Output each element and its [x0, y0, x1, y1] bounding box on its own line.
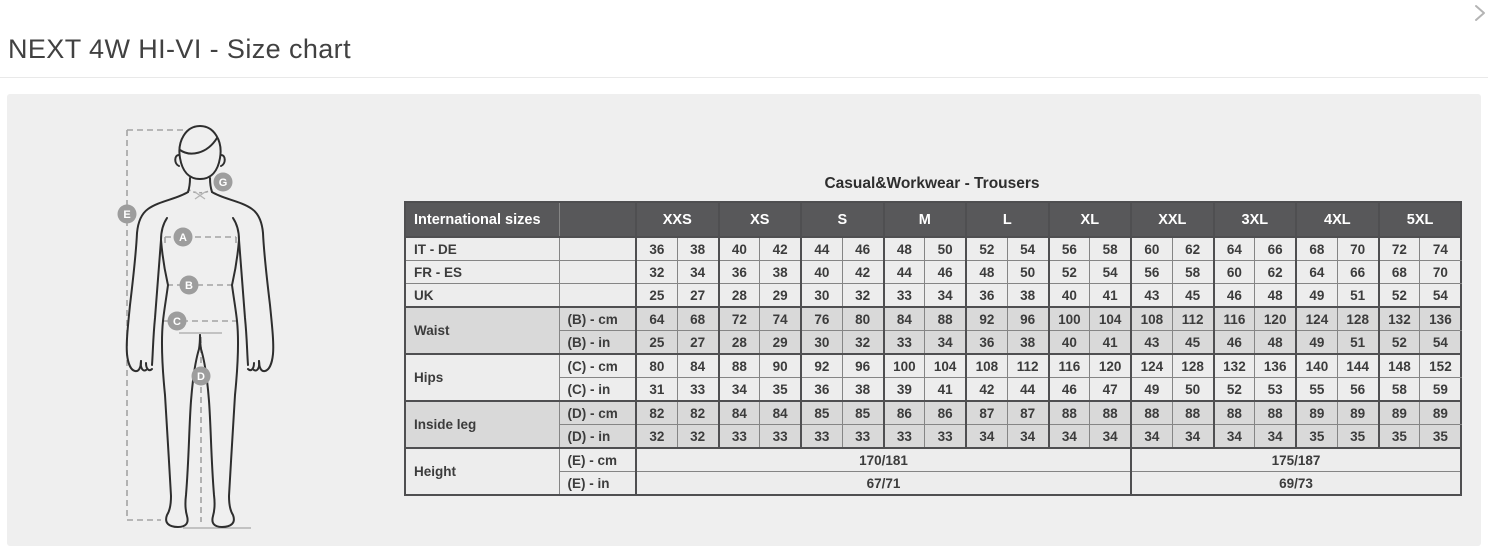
size-value-cell: 116 — [1214, 307, 1255, 331]
table-row — [405, 401, 1461, 425]
table-row — [405, 378, 1461, 402]
unit-cell: (C) - in — [559, 378, 636, 402]
size-value-cell: 56 — [1337, 378, 1378, 402]
unit-cell: (E) - in — [559, 472, 636, 496]
unit-cell — [559, 237, 636, 261]
size-value-cell: 88 — [719, 354, 760, 378]
neck — [188, 178, 212, 192]
size-value-cell: 32 — [636, 261, 677, 284]
size-value-cell: 50 — [1007, 261, 1048, 284]
size-value-cell: 43 — [1131, 331, 1172, 355]
size-value-cell: 128 — [1172, 354, 1213, 378]
size-value-cell: 46 — [925, 261, 966, 284]
size-chart-table — [404, 201, 1462, 496]
unit-cell: (B) - in — [559, 331, 636, 355]
size-value-cell: 74 — [760, 307, 801, 331]
unit-cell — [559, 284, 636, 308]
size-value-cell: 46 — [1049, 378, 1090, 402]
size-value-cell: 35 — [1337, 425, 1378, 449]
size-value-cell: 36 — [636, 237, 677, 261]
size-value-cell: 80 — [842, 307, 883, 331]
size-value-cell: 59 — [1420, 378, 1461, 402]
size-value-cell: 43 — [1131, 284, 1172, 308]
size-value-cell: 52 — [1049, 261, 1090, 284]
size-value-cell: 64 — [1296, 261, 1337, 284]
size-value-cell: 124 — [1131, 354, 1172, 378]
size-value-cell: 84 — [719, 401, 760, 425]
empty-header-cell — [559, 202, 636, 237]
size-value-cell: 34 — [1172, 425, 1213, 449]
size-value-cell: 51 — [1337, 284, 1378, 308]
size-value-cell: 54 — [1420, 331, 1461, 355]
size-column-header: XXS — [636, 202, 719, 237]
size-value-cell: 70 — [1337, 237, 1378, 261]
size-column-header: 5XL — [1379, 202, 1462, 237]
size-value-cell: 42 — [842, 261, 883, 284]
size-value-cell: 89 — [1379, 401, 1420, 425]
size-value-cell: 140 — [1296, 354, 1337, 378]
size-value-cell: 40 — [801, 261, 842, 284]
size-value-cell: 33 — [801, 425, 842, 449]
size-value-cell: 56 — [1131, 261, 1172, 284]
size-value-cell: 52 — [966, 237, 1007, 261]
row-label-cell: Height — [405, 448, 559, 495]
size-value-cell: 47 — [1090, 378, 1131, 402]
row-label-cell: Hips — [405, 354, 559, 401]
size-value-cell: 33 — [884, 331, 925, 355]
size-value-cell: 34 — [925, 284, 966, 308]
size-value-cell: 28 — [719, 331, 760, 355]
size-value-cell: 46 — [1214, 284, 1255, 308]
size-value-cell: 66 — [1337, 261, 1378, 284]
size-value-cell: 60 — [1131, 237, 1172, 261]
svg-text:A: A — [179, 232, 187, 244]
size-value-cell: 87 — [966, 401, 1007, 425]
size-value-cell: 34 — [1007, 425, 1048, 449]
size-chart-area — [404, 175, 1460, 496]
size-value-cell: 41 — [925, 378, 966, 402]
size-value-cell: 33 — [884, 425, 925, 449]
size-value-cell: 50 — [1172, 378, 1213, 402]
size-value-cell: 33 — [719, 425, 760, 449]
size-value-cell: 88 — [1214, 401, 1255, 425]
size-value-cell: 58 — [1090, 237, 1131, 261]
size-value-cell: 29 — [760, 284, 801, 308]
table-row — [405, 331, 1461, 355]
size-value-cell: 53 — [1255, 378, 1296, 402]
size-value-cell: 72 — [719, 307, 760, 331]
size-value-cell: 85 — [801, 401, 842, 425]
size-value-cell: 34 — [1214, 425, 1255, 449]
merged-value-cell: 175/187 — [1131, 448, 1461, 472]
table-row — [405, 261, 1461, 284]
size-value-cell: 25 — [636, 284, 677, 308]
size-value-cell: 70 — [1420, 261, 1461, 284]
size-value-cell: 152 — [1420, 354, 1461, 378]
size-value-cell: 89 — [1420, 401, 1461, 425]
size-value-cell: 49 — [1131, 378, 1172, 402]
unit-cell: (E) - cm — [559, 448, 636, 472]
size-value-cell: 88 — [1049, 401, 1090, 425]
size-value-cell: 34 — [1049, 425, 1090, 449]
size-value-cell: 36 — [719, 261, 760, 284]
size-value-cell: 36 — [801, 378, 842, 402]
size-value-cell: 46 — [842, 237, 883, 261]
table-row — [405, 472, 1461, 496]
size-value-cell: 88 — [925, 307, 966, 331]
measure-badges — [118, 173, 233, 386]
size-value-cell: 116 — [1049, 354, 1090, 378]
size-value-cell: 34 — [677, 261, 718, 284]
size-value-cell: 36 — [966, 284, 1007, 308]
size-value-cell: 34 — [719, 378, 760, 402]
header-divider — [0, 77, 1488, 78]
size-value-cell: 48 — [966, 261, 1007, 284]
badge-chest-icon — [174, 228, 193, 247]
size-value-cell: 62 — [1255, 261, 1296, 284]
table-row — [405, 307, 1461, 331]
size-value-cell: 84 — [677, 354, 718, 378]
size-column-header: 3XL — [1214, 202, 1297, 237]
size-value-cell: 52 — [1214, 378, 1255, 402]
size-value-cell: 52 — [1379, 284, 1420, 308]
size-value-cell: 51 — [1337, 331, 1378, 355]
size-value-cell: 80 — [636, 354, 677, 378]
size-value-cell: 49 — [1296, 284, 1337, 308]
badge-waist-icon — [180, 276, 199, 295]
size-value-cell: 72 — [1379, 237, 1420, 261]
size-value-cell: 88 — [1090, 401, 1131, 425]
size-value-cell: 45 — [1172, 331, 1213, 355]
size-value-cell: 38 — [842, 378, 883, 402]
size-value-cell: 33 — [760, 425, 801, 449]
table-row — [405, 354, 1461, 378]
unit-cell: (B) - cm — [559, 307, 636, 331]
size-value-cell: 90 — [760, 354, 801, 378]
table-row — [405, 237, 1461, 261]
size-value-cell: 82 — [677, 401, 718, 425]
size-value-cell: 49 — [1296, 331, 1337, 355]
size-value-cell: 68 — [1379, 261, 1420, 284]
row-label-cell: FR - ES — [405, 261, 559, 284]
unit-cell: (C) - cm — [559, 354, 636, 378]
size-value-cell: 42 — [760, 237, 801, 261]
size-value-cell: 34 — [966, 425, 1007, 449]
size-value-cell: 136 — [1255, 354, 1296, 378]
badge-inside-leg-icon — [192, 367, 211, 386]
size-value-cell: 38 — [677, 237, 718, 261]
size-value-cell: 28 — [719, 284, 760, 308]
size-value-cell: 27 — [677, 284, 718, 308]
size-value-cell: 104 — [1090, 307, 1131, 331]
body-outline — [127, 126, 274, 527]
size-value-cell: 88 — [1131, 401, 1172, 425]
size-value-cell: 88 — [1255, 401, 1296, 425]
unit-cell: (D) - cm — [559, 401, 636, 425]
unit-cell: (D) - in — [559, 425, 636, 449]
badge-height-icon — [118, 205, 137, 224]
size-value-cell: 54 — [1090, 261, 1131, 284]
size-value-cell: 40 — [719, 237, 760, 261]
size-value-cell: 96 — [842, 354, 883, 378]
size-value-cell: 34 — [1255, 425, 1296, 449]
svg-text:C: C — [173, 316, 181, 328]
size-value-cell: 132 — [1379, 307, 1420, 331]
table-header-row — [405, 202, 1461, 237]
size-value-cell: 128 — [1337, 307, 1378, 331]
merged-value-cell: 69/73 — [1131, 472, 1461, 496]
size-value-cell: 86 — [925, 401, 966, 425]
row-label-cell: UK — [405, 284, 559, 308]
right-hand — [248, 361, 259, 371]
size-value-cell: 56 — [1049, 237, 1090, 261]
size-value-cell: 38 — [1007, 331, 1048, 355]
size-value-cell: 62 — [1172, 237, 1213, 261]
size-value-cell: 30 — [801, 331, 842, 355]
size-value-cell: 60 — [1214, 261, 1255, 284]
unit-cell — [559, 261, 636, 284]
size-value-cell: 29 — [760, 331, 801, 355]
chevron-right-icon[interactable] — [1470, 2, 1488, 24]
size-value-cell: 104 — [925, 354, 966, 378]
size-value-cell: 148 — [1379, 354, 1420, 378]
size-value-cell: 33 — [677, 378, 718, 402]
size-value-cell: 66 — [1255, 237, 1296, 261]
size-value-cell: 48 — [884, 237, 925, 261]
table-row — [405, 448, 1461, 472]
size-value-cell: 144 — [1337, 354, 1378, 378]
neck-line — [188, 189, 212, 193]
size-value-cell: 58 — [1172, 261, 1213, 284]
merged-value-cell: 170/181 — [636, 448, 1131, 472]
size-column-header: M — [884, 202, 967, 237]
merged-value-cell: 67/71 — [636, 472, 1131, 496]
size-value-cell: 100 — [884, 354, 925, 378]
size-value-cell: 64 — [1214, 237, 1255, 261]
size-value-cell: 54 — [1007, 237, 1048, 261]
size-value-cell: 96 — [1007, 307, 1048, 331]
size-value-cell: 44 — [1007, 378, 1048, 402]
size-value-cell: 76 — [801, 307, 842, 331]
size-value-cell: 33 — [842, 425, 883, 449]
size-value-cell: 38 — [1007, 284, 1048, 308]
size-value-cell: 108 — [1131, 307, 1172, 331]
size-value-cell: 87 — [1007, 401, 1048, 425]
size-value-cell: 44 — [884, 261, 925, 284]
table-row — [405, 284, 1461, 308]
size-value-cell: 89 — [1296, 401, 1337, 425]
size-value-cell: 35 — [1420, 425, 1461, 449]
left-hand — [141, 361, 152, 371]
page-title: NEXT 4W HI-VI - Size chart — [8, 34, 351, 65]
table-title: Casual&Workwear - Trousers — [824, 175, 1040, 192]
size-value-cell: 120 — [1090, 354, 1131, 378]
size-value-cell: 41 — [1090, 331, 1131, 355]
size-value-cell: 27 — [677, 331, 718, 355]
svg-text:D: D — [197, 371, 205, 383]
svg-text:E: E — [123, 209, 131, 221]
size-value-cell: 40 — [1049, 331, 1090, 355]
size-value-cell: 74 — [1420, 237, 1461, 261]
size-value-cell: 100 — [1049, 307, 1090, 331]
size-value-cell: 82 — [636, 401, 677, 425]
hair-fringe — [180, 138, 217, 154]
size-value-cell: 120 — [1255, 307, 1296, 331]
size-value-cell: 33 — [925, 425, 966, 449]
size-value-cell: 44 — [801, 237, 842, 261]
size-value-cell: 48 — [1255, 331, 1296, 355]
size-value-cell: 25 — [636, 331, 677, 355]
size-value-cell: 34 — [1090, 425, 1131, 449]
size-value-cell: 32 — [842, 331, 883, 355]
badge-hips-icon — [168, 312, 187, 331]
size-value-cell: 68 — [677, 307, 718, 331]
table-row — [405, 425, 1461, 449]
size-value-cell: 41 — [1090, 284, 1131, 308]
size-value-cell: 46 — [1214, 331, 1255, 355]
size-value-cell: 52 — [1379, 331, 1420, 355]
size-value-cell: 42 — [966, 378, 1007, 402]
size-value-cell: 45 — [1172, 284, 1213, 308]
size-column-header: S — [801, 202, 884, 237]
svg-text:B: B — [185, 280, 193, 292]
size-value-cell: 92 — [966, 307, 1007, 331]
size-value-cell: 33 — [884, 284, 925, 308]
size-value-cell: 84 — [884, 307, 925, 331]
size-value-cell: 35 — [760, 378, 801, 402]
size-value-cell: 84 — [760, 401, 801, 425]
size-value-cell: 108 — [966, 354, 1007, 378]
corner-header-cell: International sizes — [405, 202, 559, 237]
size-value-cell: 124 — [1296, 307, 1337, 331]
size-value-cell: 32 — [636, 425, 677, 449]
badge-neck-icon — [214, 173, 233, 192]
size-value-cell: 85 — [842, 401, 883, 425]
size-value-cell: 112 — [1172, 307, 1213, 331]
size-value-cell: 38 — [760, 261, 801, 284]
row-label-cell: Waist — [405, 307, 559, 354]
size-value-cell: 32 — [677, 425, 718, 449]
size-column-header: XL — [1049, 202, 1132, 237]
size-column-header: L — [966, 202, 1049, 237]
size-value-cell: 55 — [1296, 378, 1337, 402]
size-value-cell: 68 — [1296, 237, 1337, 261]
size-value-cell: 40 — [1049, 284, 1090, 308]
size-value-cell: 132 — [1214, 354, 1255, 378]
size-value-cell: 50 — [925, 237, 966, 261]
size-value-cell: 88 — [1172, 401, 1213, 425]
size-value-cell: 35 — [1296, 425, 1337, 449]
size-column-header: XS — [719, 202, 802, 237]
size-value-cell: 136 — [1420, 307, 1461, 331]
size-value-cell: 48 — [1255, 284, 1296, 308]
row-label-cell: Inside leg — [405, 401, 559, 448]
size-value-cell: 30 — [801, 284, 842, 308]
size-value-cell: 31 — [636, 378, 677, 402]
left-ear — [175, 155, 179, 166]
size-value-cell: 112 — [1007, 354, 1048, 378]
row-label-cell: IT - DE — [405, 237, 559, 261]
size-value-cell: 36 — [966, 331, 1007, 355]
svg-text:G: G — [218, 177, 228, 189]
right-ear — [221, 155, 225, 166]
size-value-cell: 58 — [1379, 378, 1420, 402]
size-value-cell: 89 — [1337, 401, 1378, 425]
size-column-header: 4XL — [1296, 202, 1379, 237]
size-value-cell: 34 — [1131, 425, 1172, 449]
size-column-header: XXL — [1131, 202, 1214, 237]
body-measurement-figure — [95, 112, 275, 544]
size-value-cell: 39 — [884, 378, 925, 402]
size-value-cell: 86 — [884, 401, 925, 425]
size-value-cell: 92 — [801, 354, 842, 378]
size-value-cell: 35 — [1379, 425, 1420, 449]
size-value-cell: 64 — [636, 307, 677, 331]
size-value-cell: 34 — [925, 331, 966, 355]
size-value-cell: 32 — [842, 284, 883, 308]
size-value-cell: 54 — [1420, 284, 1461, 308]
